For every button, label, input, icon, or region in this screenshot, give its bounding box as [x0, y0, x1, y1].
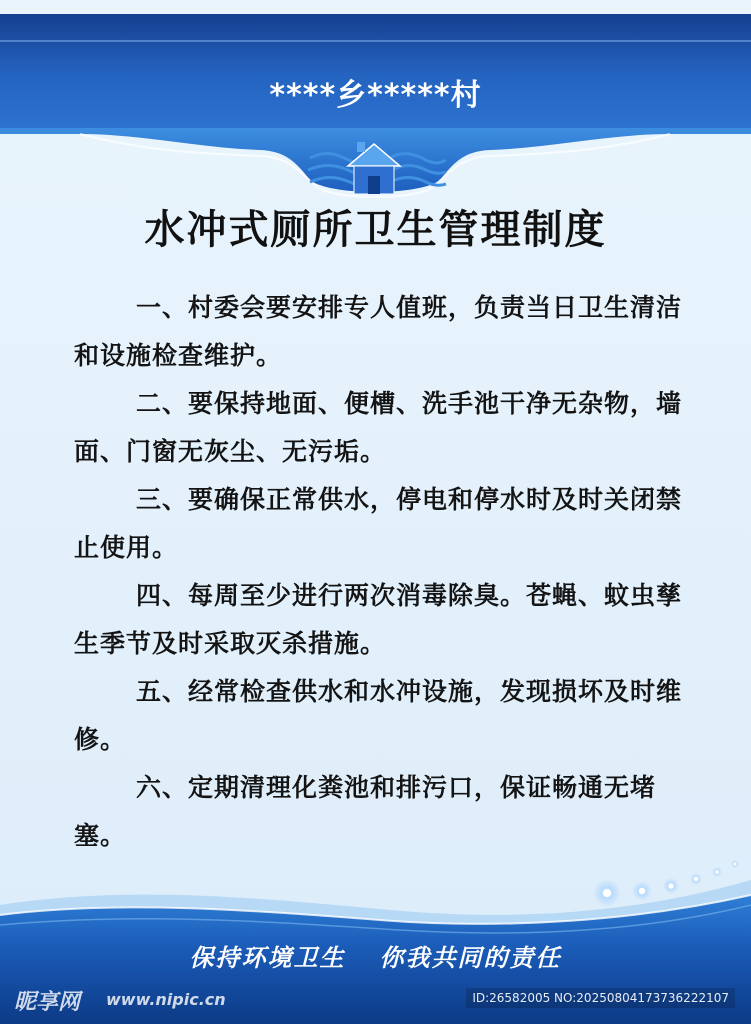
rule-item-6: 六、定期清理化粪池和排污口，保证畅通无堵塞。	[74, 773, 657, 850]
slogan-left: 保持环境卫生	[189, 944, 346, 972]
watermark-site: www.nipic.cn	[106, 990, 226, 1009]
watermark-logo: 昵享网	[14, 990, 81, 1015]
rule-item-1: 一、村委会要安排专人值班，负责当日卫生清洁和设施检查维护。	[74, 293, 683, 370]
rule-item-3: 三、要确保正常供水，停电和停水时及时关闭禁止使用。	[74, 485, 683, 562]
footer-slogan	[0, 938, 751, 973]
watermark-id: ID:26582005 NO:20250804173736222107	[466, 988, 735, 1008]
rule-item-2: 二、要保持地面、便槽、洗手池干净无杂物，墙面、门窗无灰尘、无污垢。	[74, 389, 683, 466]
house-waves-icon	[300, 136, 450, 198]
village-header: ****乡*****村	[269, 78, 482, 113]
rules-list	[74, 284, 686, 860]
rule-item-4: 四、每周至少进行两次消毒除臭。苍蝇、蚊虫孳生季节及时采取灭杀措施。	[74, 581, 683, 658]
rule-item-5: 五、经常检查供水和水冲设施，发现损坏及时维修。	[74, 677, 683, 754]
slogan-right: 你我共同的责任	[379, 944, 562, 972]
page-title: 水冲式厕所卫生管理制度	[144, 206, 607, 253]
